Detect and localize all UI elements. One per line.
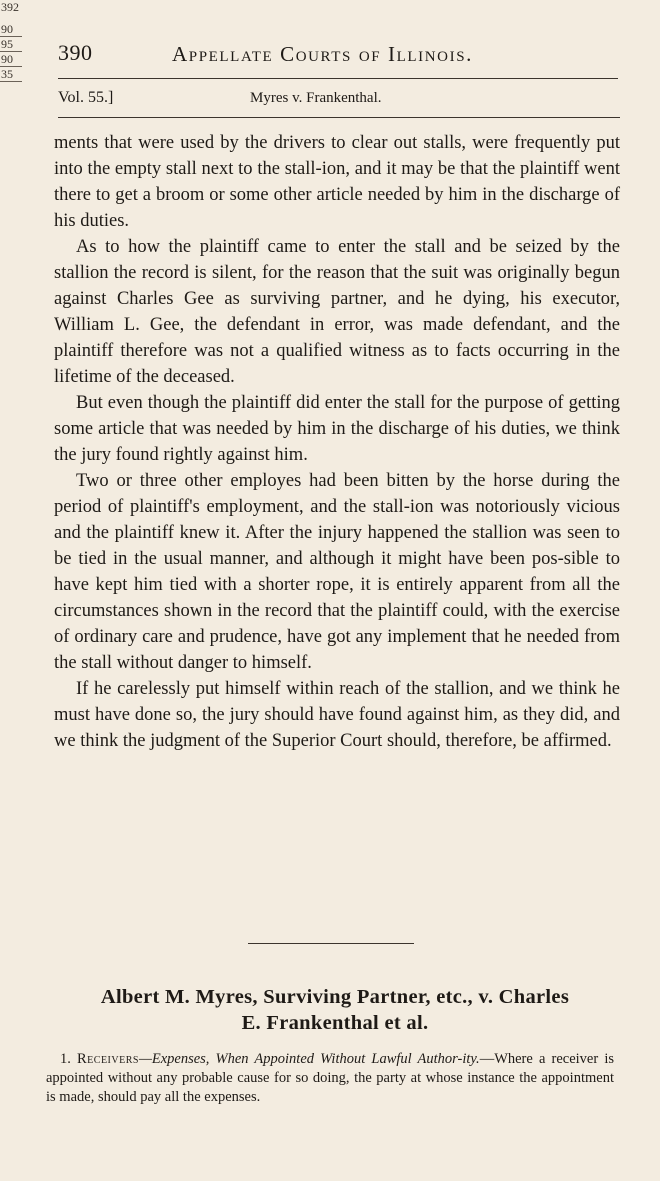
case-title-line: Albert M. Myres, Surviving Partner, etc., v. Charles bbox=[100, 986, 570, 1008]
margin-note: 90 bbox=[0, 22, 22, 37]
volume-label: Vol. 55.] bbox=[58, 89, 114, 106]
headnote bbox=[46, 1050, 614, 1107]
margin-note: 392 bbox=[1, 0, 19, 14]
next-case-title bbox=[40, 984, 630, 1036]
margin-note: 90 bbox=[0, 52, 22, 67]
header-rule bbox=[58, 78, 618, 79]
running-head: Appellate Courts of Illinois. bbox=[172, 42, 474, 66]
paragraph: If he carelessly put himself within reach of the stallion, and we think he must have done so, the jury should have found against him, as they did, and we think the judgment of the Superior Court should, therefore, be affirmed. bbox=[54, 679, 620, 751]
margin-note: 35 bbox=[0, 67, 22, 82]
headnote-subtopic: —Expenses, When Appointed Without Lawful Author-ity. bbox=[138, 1051, 480, 1067]
case-title-line: E. Frankenthal et al. bbox=[241, 1012, 429, 1034]
paragraph: But even though the plaintiff did enter the stall for the purpose of getting some article that was needed by him in the discharge of his duties, we think the jury found rightly against him. bbox=[54, 393, 620, 465]
page-number: 390 bbox=[58, 40, 93, 65]
margin-citation-notes bbox=[0, 0, 22, 82]
margin-note: 95 bbox=[0, 37, 22, 52]
headnote-topic: Receivers bbox=[77, 1051, 139, 1067]
paragraph: Two or three other employes had been bitten by the horse during the period of plaintiff's employment, and the stall-ion was notoriously vicious and the plaintiff knew it. After the injury happened the stallion was seen to be tied in the usual manner, and although it might have been pos-sible to have kept him tied with a shorter rope, it is entirely apparent from all the circumstances shown in the record that the plaintiff could, with the exercise of ordinary care and prudence, have got any implement that he needed from the stall without danger to himself. bbox=[54, 471, 620, 673]
paragraph: As to how the plaintiff came to enter the stall and be seized by the stallion the record is silent, for the reason that the suit was originally begun against Charles Gee as surviving partner, and he dying, his executor, William L. Gee, the defendant in error, was made defendant, and the plaintiff therefore was not a qualified witness as to facts occurring in the lifetime of the deceased. bbox=[54, 237, 620, 387]
paragraph: ments that were used by the drivers to clear out stalls, were frequently put into the empty stall next to the stall-ion, and it may be that the plaintiff went there to get a broom or some other article needed by him in the discharge of his duties. bbox=[54, 133, 620, 231]
case-title-header: Myres v. Frankenthal. bbox=[250, 90, 382, 106]
subheader-rule bbox=[58, 117, 620, 118]
headnote-number: 1. bbox=[60, 1051, 71, 1067]
section-divider bbox=[248, 943, 414, 944]
headnote-text: —Where a receiver is appointed without any probable cause for so doing, the party at whose instance the appointment is made, should pay all the expenses. bbox=[46, 1051, 614, 1105]
opinion-body bbox=[54, 130, 620, 754]
